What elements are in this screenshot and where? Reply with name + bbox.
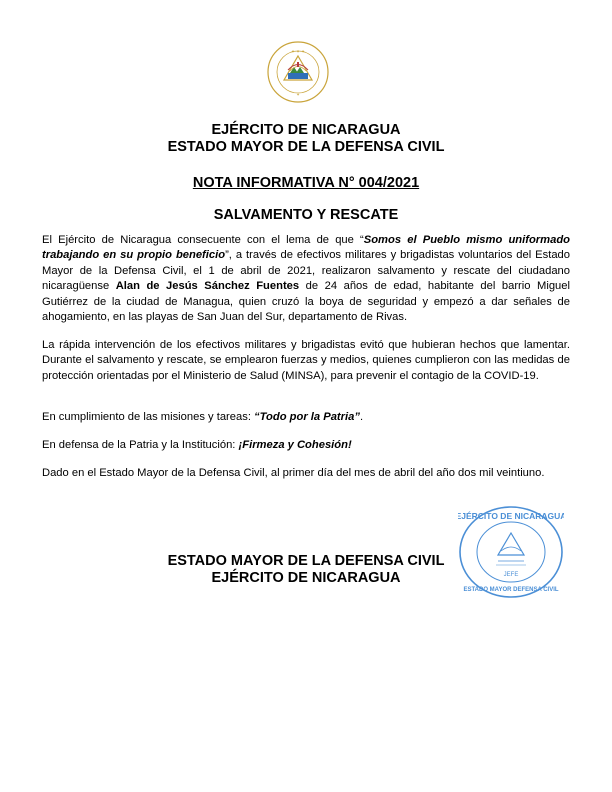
paragraph-3: [42, 410, 570, 425]
paragraph-4: [42, 438, 570, 453]
stamp-text-center: JEFE: [503, 572, 519, 578]
p1-text-b: ”, a través de efectivos militares y brigadistas voluntarios del Estado Mayor de la Defensa Civil, el 1 de abril de 2021, realizaron salvamento y rescate del ciudadano nicaragüense: [42, 249, 571, 293]
motto: Somos el Pueblo mismo uniformado trabajando en su propio beneficio: [42, 234, 570, 262]
header: [0, 122, 612, 155]
signature-institution: EJÉRCITO DE NICARAGUA: [211, 570, 401, 586]
paragraph-2: La rápida intervención de los efectivos militares y brigadistas evitó que hubieran hechos que lamentar. Durante el salvamento y rescate, se emplearon fuerzas y medios, quienes cumplieron con las medidas de protección orientadas por el Ministerio de Salud (MINSA), para prevenir el contagio de la COVID-19.: [42, 339, 570, 382]
p3-text-a: En cumplimiento de las misiones y tareas:: [42, 411, 255, 423]
signature-block: [0, 553, 612, 587]
svg-text:✦ ✦ ✦: ✦ ✦ ✦: [291, 49, 305, 54]
header-institution: EJÉRCITO DE NICARAGUA: [211, 122, 401, 138]
rescued-person-name: Alan de Jesús Sánchez Fuentes: [115, 280, 300, 293]
paragraph-5: Dado en el Estado Mayor de la Defensa Civil, al primer día del mes de abril del año dos mil veintiuno.: [42, 467, 545, 479]
document-subject: SALVAMENTO Y RESCATE: [213, 207, 399, 223]
slogan-firmeza-cohesion: ¡Firmeza y Cohesión!: [238, 439, 352, 451]
stamp-text-bottom: ESTADO MAYOR DEFENSA CIVIL: [463, 587, 559, 593]
document-number: NOTA INFORMATIVA N° 004/2021: [192, 175, 420, 191]
p1-text-c: de 24 años de edad, habitante del barrio Miguel Gutiérrez de la ciudad de Managua, quien cruzó la boya de seguridad y empezó a dar señales de ahogamiento, en las playas de San Juan del Sur, departamento de Rivas.: [42, 280, 570, 324]
p1-text-a: El Ejército de Nicaragua consecuente con el lema de que “: [42, 234, 364, 246]
paragraph-1: [42, 233, 570, 325]
header-department: ESTADO MAYOR DE LA DEFENSA CIVIL: [167, 138, 445, 155]
coat-of-arms-seal: [266, 40, 330, 104]
svg-text:✦: ✦: [296, 92, 300, 97]
p4-text-a: En defensa de la Patria y la Institución:: [42, 439, 239, 451]
p3-text-c: .: [359, 411, 364, 423]
signature-department: ESTADO MAYOR DE LA DEFENSA CIVIL: [167, 553, 445, 569]
slogan-todo-por-la-patria: “Todo por la Patria”: [254, 411, 360, 423]
stamp-text-top: EJÉRCITO DE NICARAGUA: [458, 511, 564, 521]
